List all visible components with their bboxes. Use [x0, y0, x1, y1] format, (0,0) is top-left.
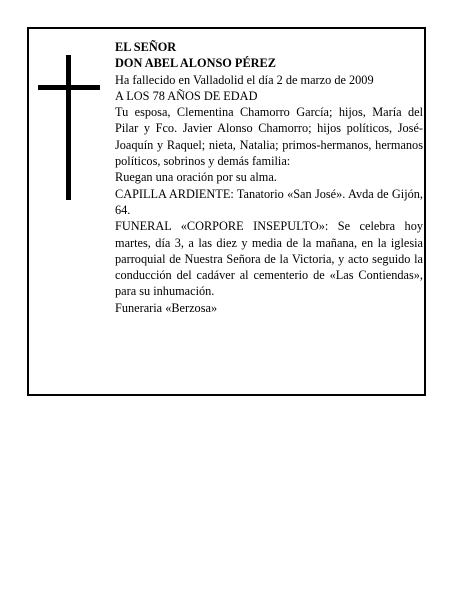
cross-icon [38, 55, 100, 200]
cross-horizontal-bar [38, 85, 100, 90]
age-line: A LOS 78 AÑOS DE EDAD [115, 88, 258, 103]
obituary-notice [27, 27, 426, 396]
funeral-info: FUNERAL «CORPORE INSEPULTO»: Se celebra hoy martes, día 3, a las diez y media de la mañana, en la iglesia parroquial de Nuestra Señora de la Victoria, y acto seguido la conducción del cadáver al cementerio de «Las Contiendas», para su inhumación. [115, 219, 423, 299]
notice-text [115, 39, 423, 316]
cross-vertical-bar [66, 55, 71, 200]
death-info: Ha fallecido en Valladolid el día 2 de marzo de 2009 [115, 72, 374, 87]
chapel-info: CAPILLA ARDIENTE: Tanatorio «San José». Avda de Gijón, 64. [115, 186, 423, 217]
funeral-home: Funeraria «Berzosa» [115, 300, 218, 315]
deceased-name: DON ABEL ALONSO PÉREZ [115, 56, 276, 71]
prayer-request: Ruegan una oración por su alma. [115, 170, 277, 185]
heading-title: EL SEÑOR [115, 40, 177, 54]
family-list: Tu esposa, Clementina Chamorro García; hijos, María del Pilar y Fco. Javier Alonso Chamorro; hijos políticos, José-Joaquín y Raquel; nieta, Natalia; primos-hermanos, hermanos políticos, sobrinos y demás familia: [115, 105, 423, 169]
